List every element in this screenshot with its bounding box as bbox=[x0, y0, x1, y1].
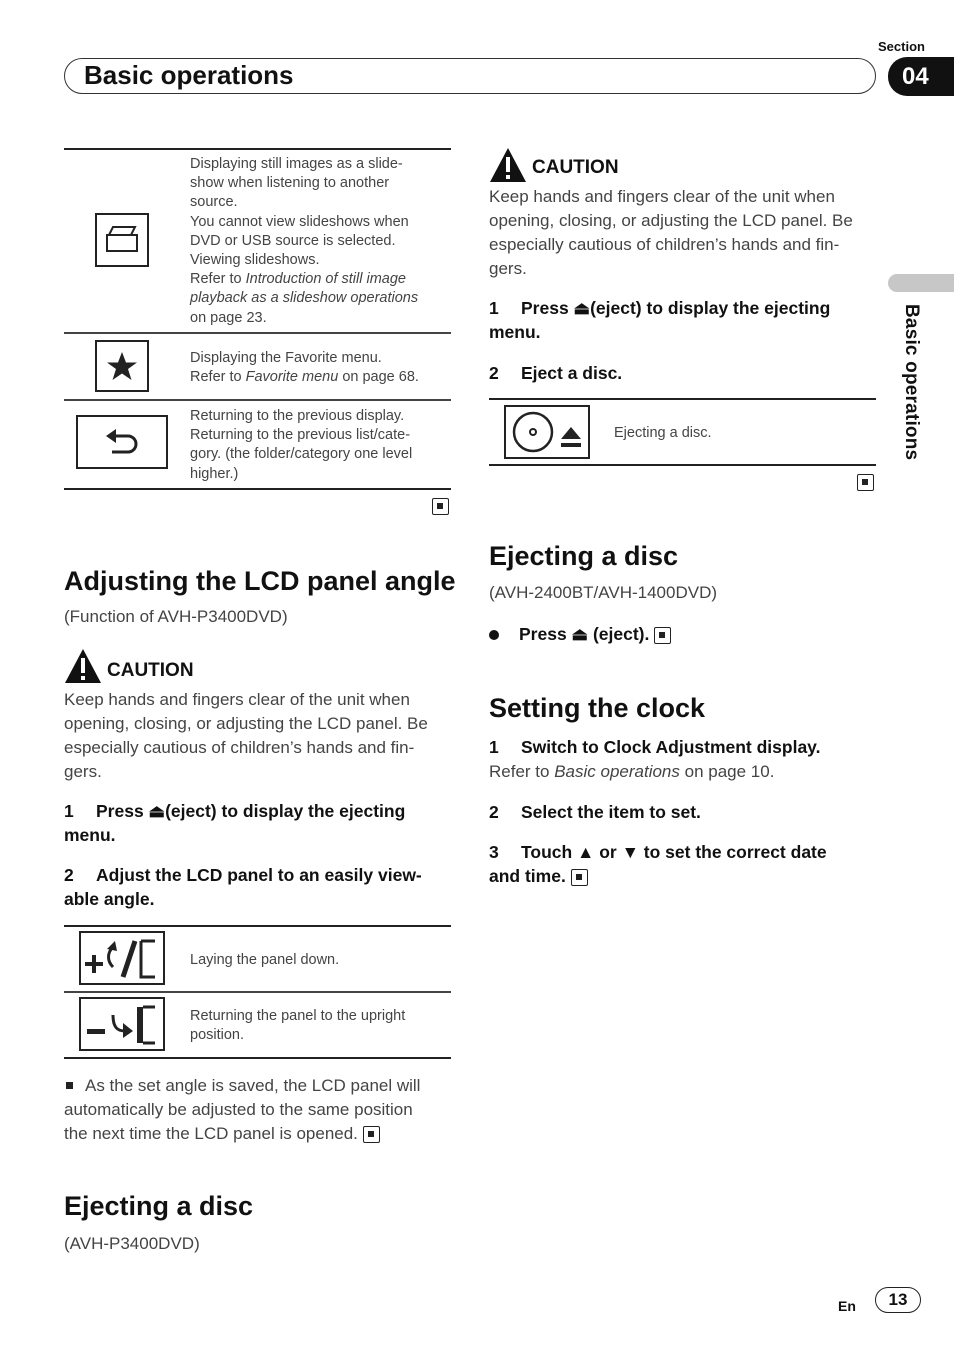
clock-step-3: 3 Touch ▲ or ▼ to set the correct date and time. bbox=[489, 842, 827, 886]
lcd-note: As the set angle is saved, the LCD panel will automatically be adjusted to the same position the next time the LCD panel is opened. bbox=[64, 1076, 421, 1143]
lcd-subtitle: (Function of AVH-P3400DVD) bbox=[64, 607, 288, 626]
table-cell-text: Ejecting a disc. bbox=[614, 425, 712, 441]
table-cell-text: Displaying the Favorite menu. Refer to Favorite menu on page 68. bbox=[190, 350, 419, 386]
eject-icon: ⏏ bbox=[148, 801, 166, 821]
eject-step-1: 1 Press ⏏(eject) to display the ejecting menu. bbox=[489, 298, 831, 342]
slideshow-icon bbox=[95, 213, 149, 267]
table-cell-text: Displaying still images as a slide- show when listening to another source. You cannot view slideshows when DVD or USB source is selected. Viewing slideshows. Refer to Introduction of still image playback as a slideshow operations on page 23. bbox=[190, 156, 419, 326]
eject-icon: ⏏ bbox=[571, 624, 589, 644]
table-border-top bbox=[64, 925, 451, 927]
page-title: Basic operations bbox=[84, 60, 294, 90]
section-number-badge: 04 bbox=[888, 57, 954, 96]
caution-label: CAUTION bbox=[532, 157, 619, 178]
eject-subtitle: (AVH-P3400DVD) bbox=[64, 1234, 200, 1253]
clock-step-2: 2 Select the item to set. bbox=[489, 802, 701, 822]
table-border-bottom bbox=[64, 1057, 451, 1059]
note-bullet bbox=[66, 1082, 73, 1089]
page-number: 13 bbox=[875, 1287, 921, 1313]
footer-language: En bbox=[838, 1298, 856, 1314]
caution-label: CAUTION bbox=[107, 660, 194, 681]
lcd-step-1: 1 Press ⏏(eject) to display the ejecting menu. bbox=[64, 801, 406, 845]
table-cell-text: Returning the panel to the upright position. bbox=[190, 1008, 406, 1044]
side-tab-indicator bbox=[888, 274, 954, 292]
lcd-step-2: 2 Adjust the LCD panel to an easily view- able angle. bbox=[64, 865, 422, 909]
star-icon bbox=[95, 340, 149, 392]
table-row-divider bbox=[64, 991, 451, 993]
eject-subtitle-right: (AVH-2400BT/AVH-1400DVD) bbox=[489, 583, 718, 602]
side-tab-label: Basic operations bbox=[901, 304, 922, 461]
eject-step-2: 2 Eject a disc. bbox=[489, 363, 623, 383]
eject-bullet: Press ⏏ (eject). bbox=[489, 622, 879, 646]
clock-step-1-ref: Refer to Basic operations on page 10. bbox=[489, 762, 775, 781]
eject-heading: Ejecting a disc bbox=[64, 1191, 254, 1221]
lay-panel-down-icon bbox=[79, 931, 165, 985]
table-cell-text: Laying the panel down. bbox=[190, 952, 340, 968]
clock-heading: Setting the clock bbox=[489, 693, 706, 723]
warning-icon bbox=[489, 147, 527, 188]
end-mark bbox=[857, 474, 874, 492]
end-mark bbox=[363, 1126, 380, 1143]
table-border-bottom bbox=[489, 464, 876, 466]
table-row-divider bbox=[64, 399, 451, 401]
clock-step-1: 1 Switch to Clock Adjustment display. bbox=[489, 737, 821, 757]
end-mark bbox=[654, 627, 671, 644]
table-border-top bbox=[64, 148, 451, 150]
table-cell-text: Returning to the previous display. Returning to the previous list/cate- gory. (the folder/category one level higher.) bbox=[190, 408, 413, 482]
return-panel-upright-icon bbox=[79, 997, 165, 1051]
caution-text: Keep hands and fingers clear of the unit when opening, closing, or adjusting the LCD panel. Be especially cautious of children’s hands and fin- gers. bbox=[64, 690, 428, 781]
eject-icon: ⏏ bbox=[573, 298, 591, 318]
return-icon bbox=[76, 415, 168, 469]
bullet-dot bbox=[489, 630, 499, 640]
warning-icon bbox=[64, 648, 102, 689]
caution-text: Keep hands and fingers clear of the unit when opening, closing, or adjusting the LCD panel. Be especially cautious of children’s hands and fin- gers. bbox=[489, 187, 853, 278]
end-mark bbox=[432, 498, 449, 516]
end-mark bbox=[571, 869, 588, 886]
eject-heading-right: Ejecting a disc bbox=[489, 541, 679, 571]
eject-disc-icon bbox=[504, 405, 590, 459]
section-label: Section bbox=[878, 39, 925, 54]
table-border-bottom bbox=[64, 488, 451, 490]
table-border-top bbox=[489, 398, 876, 400]
table-row-divider bbox=[64, 332, 451, 334]
lcd-heading: Adjusting the LCD panel angle bbox=[64, 566, 456, 596]
